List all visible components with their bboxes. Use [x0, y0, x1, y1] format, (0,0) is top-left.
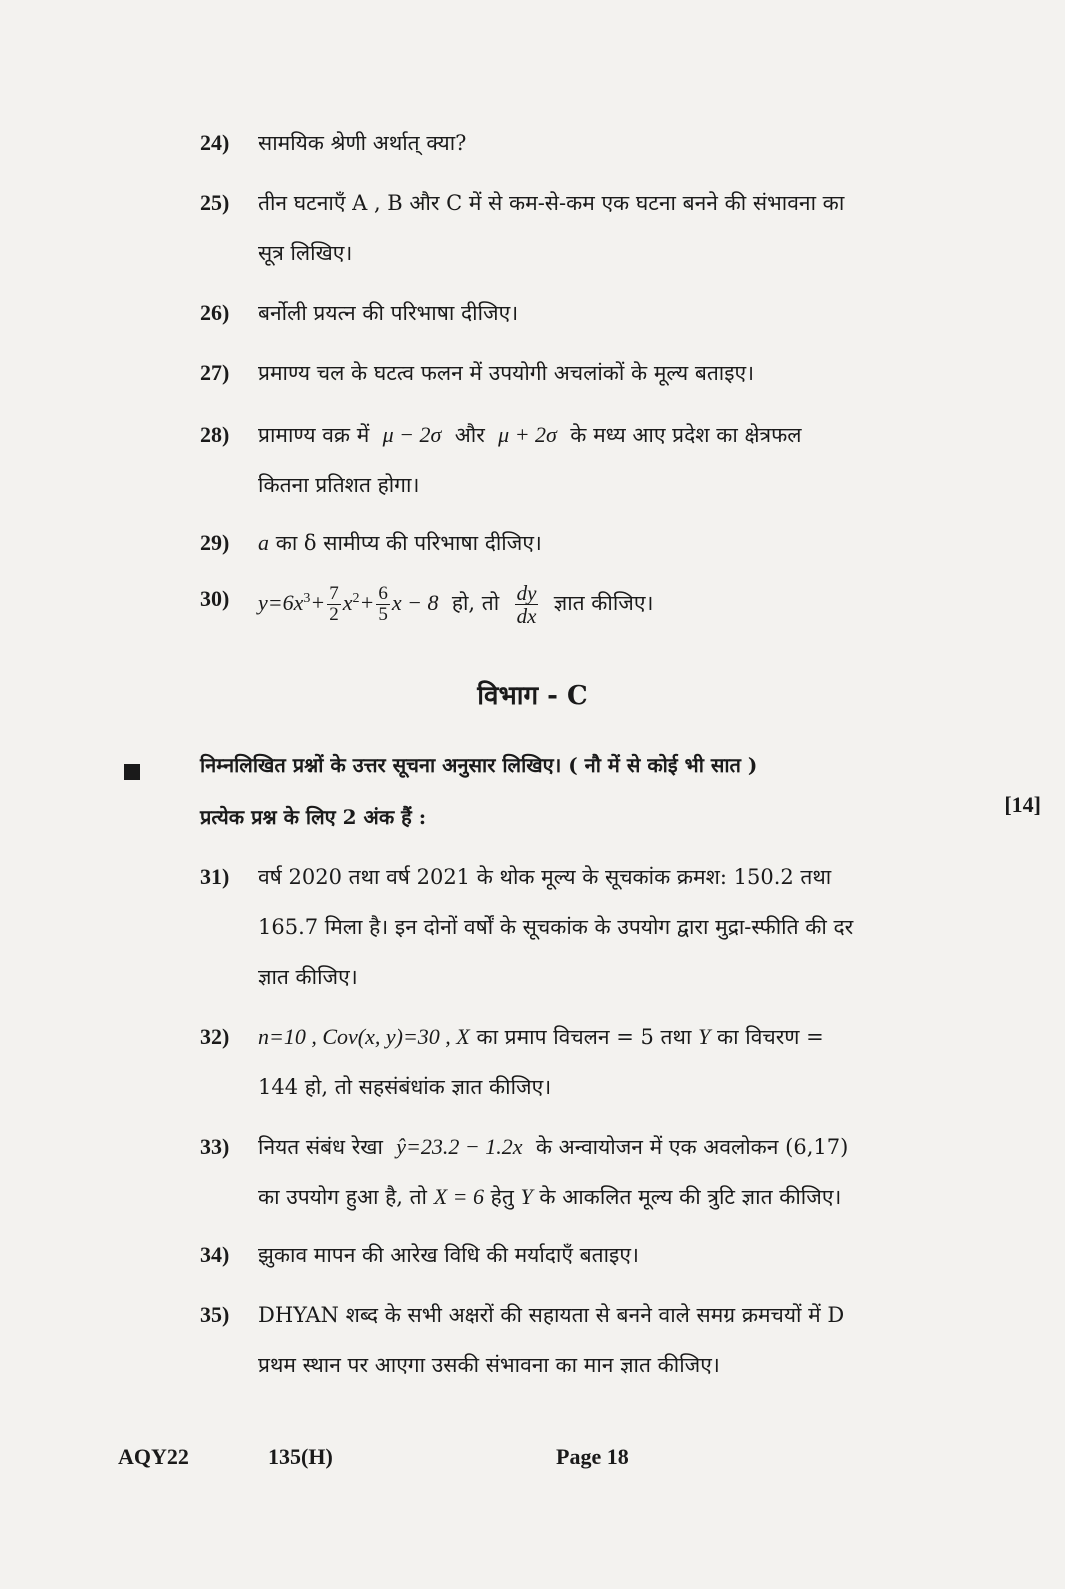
- math-operator: +: [310, 590, 326, 615]
- footer-paper: 135(H): [268, 1444, 333, 1469]
- question-text: [258, 410, 938, 460]
- footer-code: AQY22: [118, 1444, 189, 1469]
- question-text: प्रमाण्य चल के घटत्व फलन में उपयोगी अचलांकों के मूल्य बताइए।: [258, 361, 755, 385]
- math-expression: X = 6: [433, 1184, 484, 1209]
- math-expression: n=10 , Cov(x, y)=30 , X: [258, 1024, 470, 1049]
- marks-badge: [14]: [1004, 792, 1041, 817]
- fraction-numerator: 7: [329, 583, 339, 604]
- question-number: 28): [200, 422, 230, 447]
- question-text: बर्नोली प्रयत्न की परिभाषा दीजिए।: [258, 301, 519, 325]
- question-number: 26): [200, 300, 230, 325]
- question-number: 35): [200, 1302, 230, 1327]
- fraction-denominator: 5: [378, 604, 388, 625]
- text-segment: का प्रमाप विचलन = 5 तथा: [476, 1025, 692, 1049]
- math-expression: μ − 2σ: [382, 422, 442, 447]
- math-expression: μ + 2σ: [498, 422, 557, 447]
- fraction-denominator: dx: [516, 604, 537, 628]
- question-text: तीन घटनाएँ A , B और C में से कम-से-कम एक घटना बनने की संभावना का: [258, 191, 845, 215]
- section-title: विभाग - C: [477, 681, 588, 711]
- question-number: 31): [200, 864, 230, 889]
- instructions-line-1: निम्नलिखित प्रश्नों के उत्तर सूचना अनुसार लिखिए। ( नौ में से कोई भी सात ): [200, 753, 758, 777]
- derivative-fraction: [515, 582, 539, 627]
- text-segment: नियत संबंध रेखा: [258, 1135, 383, 1159]
- text-segment: के आकलित मूल्य की त्रुटि ज्ञात कीजिए।: [539, 1185, 842, 1209]
- math-variable: a: [258, 530, 269, 555]
- question-text: प्रथम स्थान पर आएगा उसकी संभावना का मान ज्ञात कीजिए।: [258, 1353, 720, 1377]
- question-text: [258, 518, 938, 568]
- text-segment: हेतु: [490, 1185, 514, 1209]
- math-expression: y=6x: [258, 590, 304, 615]
- fraction: [327, 584, 341, 625]
- text-segment: के मध्य आए प्रदेश का क्षेत्रफल: [570, 423, 802, 447]
- question-number: 29): [200, 530, 230, 555]
- fraction-denominator: 2: [329, 604, 339, 625]
- text-segment: का विचरण =: [717, 1025, 824, 1049]
- question-number: 30): [200, 586, 230, 611]
- question-text: [258, 1012, 938, 1062]
- question-text: DHYAN शब्द के सभी अक्षरों की सहायता से बनने वाले समग्र क्रमचयों में D: [258, 1303, 845, 1327]
- fraction-numerator: dy: [516, 581, 537, 605]
- text-segment: का उपयोग हुआ है, तो: [258, 1185, 427, 1209]
- question-number: 34): [200, 1242, 230, 1267]
- question-text: सामयिक श्रेणी अर्थात् क्या?: [258, 131, 467, 155]
- math-expression: ŷ=23.2 − 1.2x: [396, 1134, 523, 1159]
- footer-page-number: Page 18: [556, 1444, 629, 1469]
- exponent: 2: [352, 591, 360, 606]
- question-number: 27): [200, 360, 230, 385]
- math-variable: x: [342, 590, 353, 615]
- exponent: 3: [303, 591, 311, 606]
- question-text: झुकाव मापन की आरेख विधि की मर्यादाएँ बताइए।: [258, 1243, 639, 1267]
- math-operator: +: [359, 590, 375, 615]
- question-text: [258, 1172, 938, 1222]
- question-number: 32): [200, 1024, 230, 1049]
- square-bullet-icon: [124, 764, 140, 780]
- question-text: वर्ष 2020 तथा वर्ष 2021 के थोक मूल्य के सूचकांक क्रमश: 150.2 तथा: [258, 865, 832, 889]
- text-segment: के अन्वायोजन में एक अवलोकन (6,17): [535, 1135, 849, 1159]
- text-segment: हो, तो: [451, 591, 500, 615]
- math-expression: x − 8: [391, 590, 439, 615]
- question-text: 165.7 मिला है। इन दोनों वर्षों के सूचकांक के उपयोग द्वारा मुद्रा-स्फीति की दर: [258, 915, 854, 939]
- text-segment: का δ सामीप्य की परिभाषा दीजिए।: [275, 531, 542, 555]
- question-text: [258, 1122, 938, 1172]
- question-number: 33): [200, 1134, 230, 1159]
- text-segment: प्रामाण्य वक्र में: [258, 423, 370, 447]
- question-text: [258, 574, 938, 628]
- text-segment: और: [454, 423, 485, 447]
- question-text: ज्ञात कीजिए।: [258, 965, 358, 989]
- question-number: 25): [200, 190, 230, 215]
- text-segment: ज्ञात कीजिए।: [553, 591, 654, 615]
- question-text: सूत्र लिखिए।: [258, 241, 353, 265]
- fraction: [376, 584, 390, 625]
- math-variable: Y: [520, 1184, 533, 1209]
- question-number: 24): [200, 130, 230, 155]
- question-text: कितना प्रतिशत होगा।: [258, 473, 420, 497]
- question-text: 144 हो, तो सहसंबंधांक ज्ञात कीजिए।: [258, 1075, 552, 1099]
- fraction-numerator: 6: [378, 583, 388, 604]
- instructions-line-2: प्रत्येक प्रश्न के लिए 2 अंक हैं :: [200, 805, 427, 829]
- math-variable: Y: [698, 1024, 711, 1049]
